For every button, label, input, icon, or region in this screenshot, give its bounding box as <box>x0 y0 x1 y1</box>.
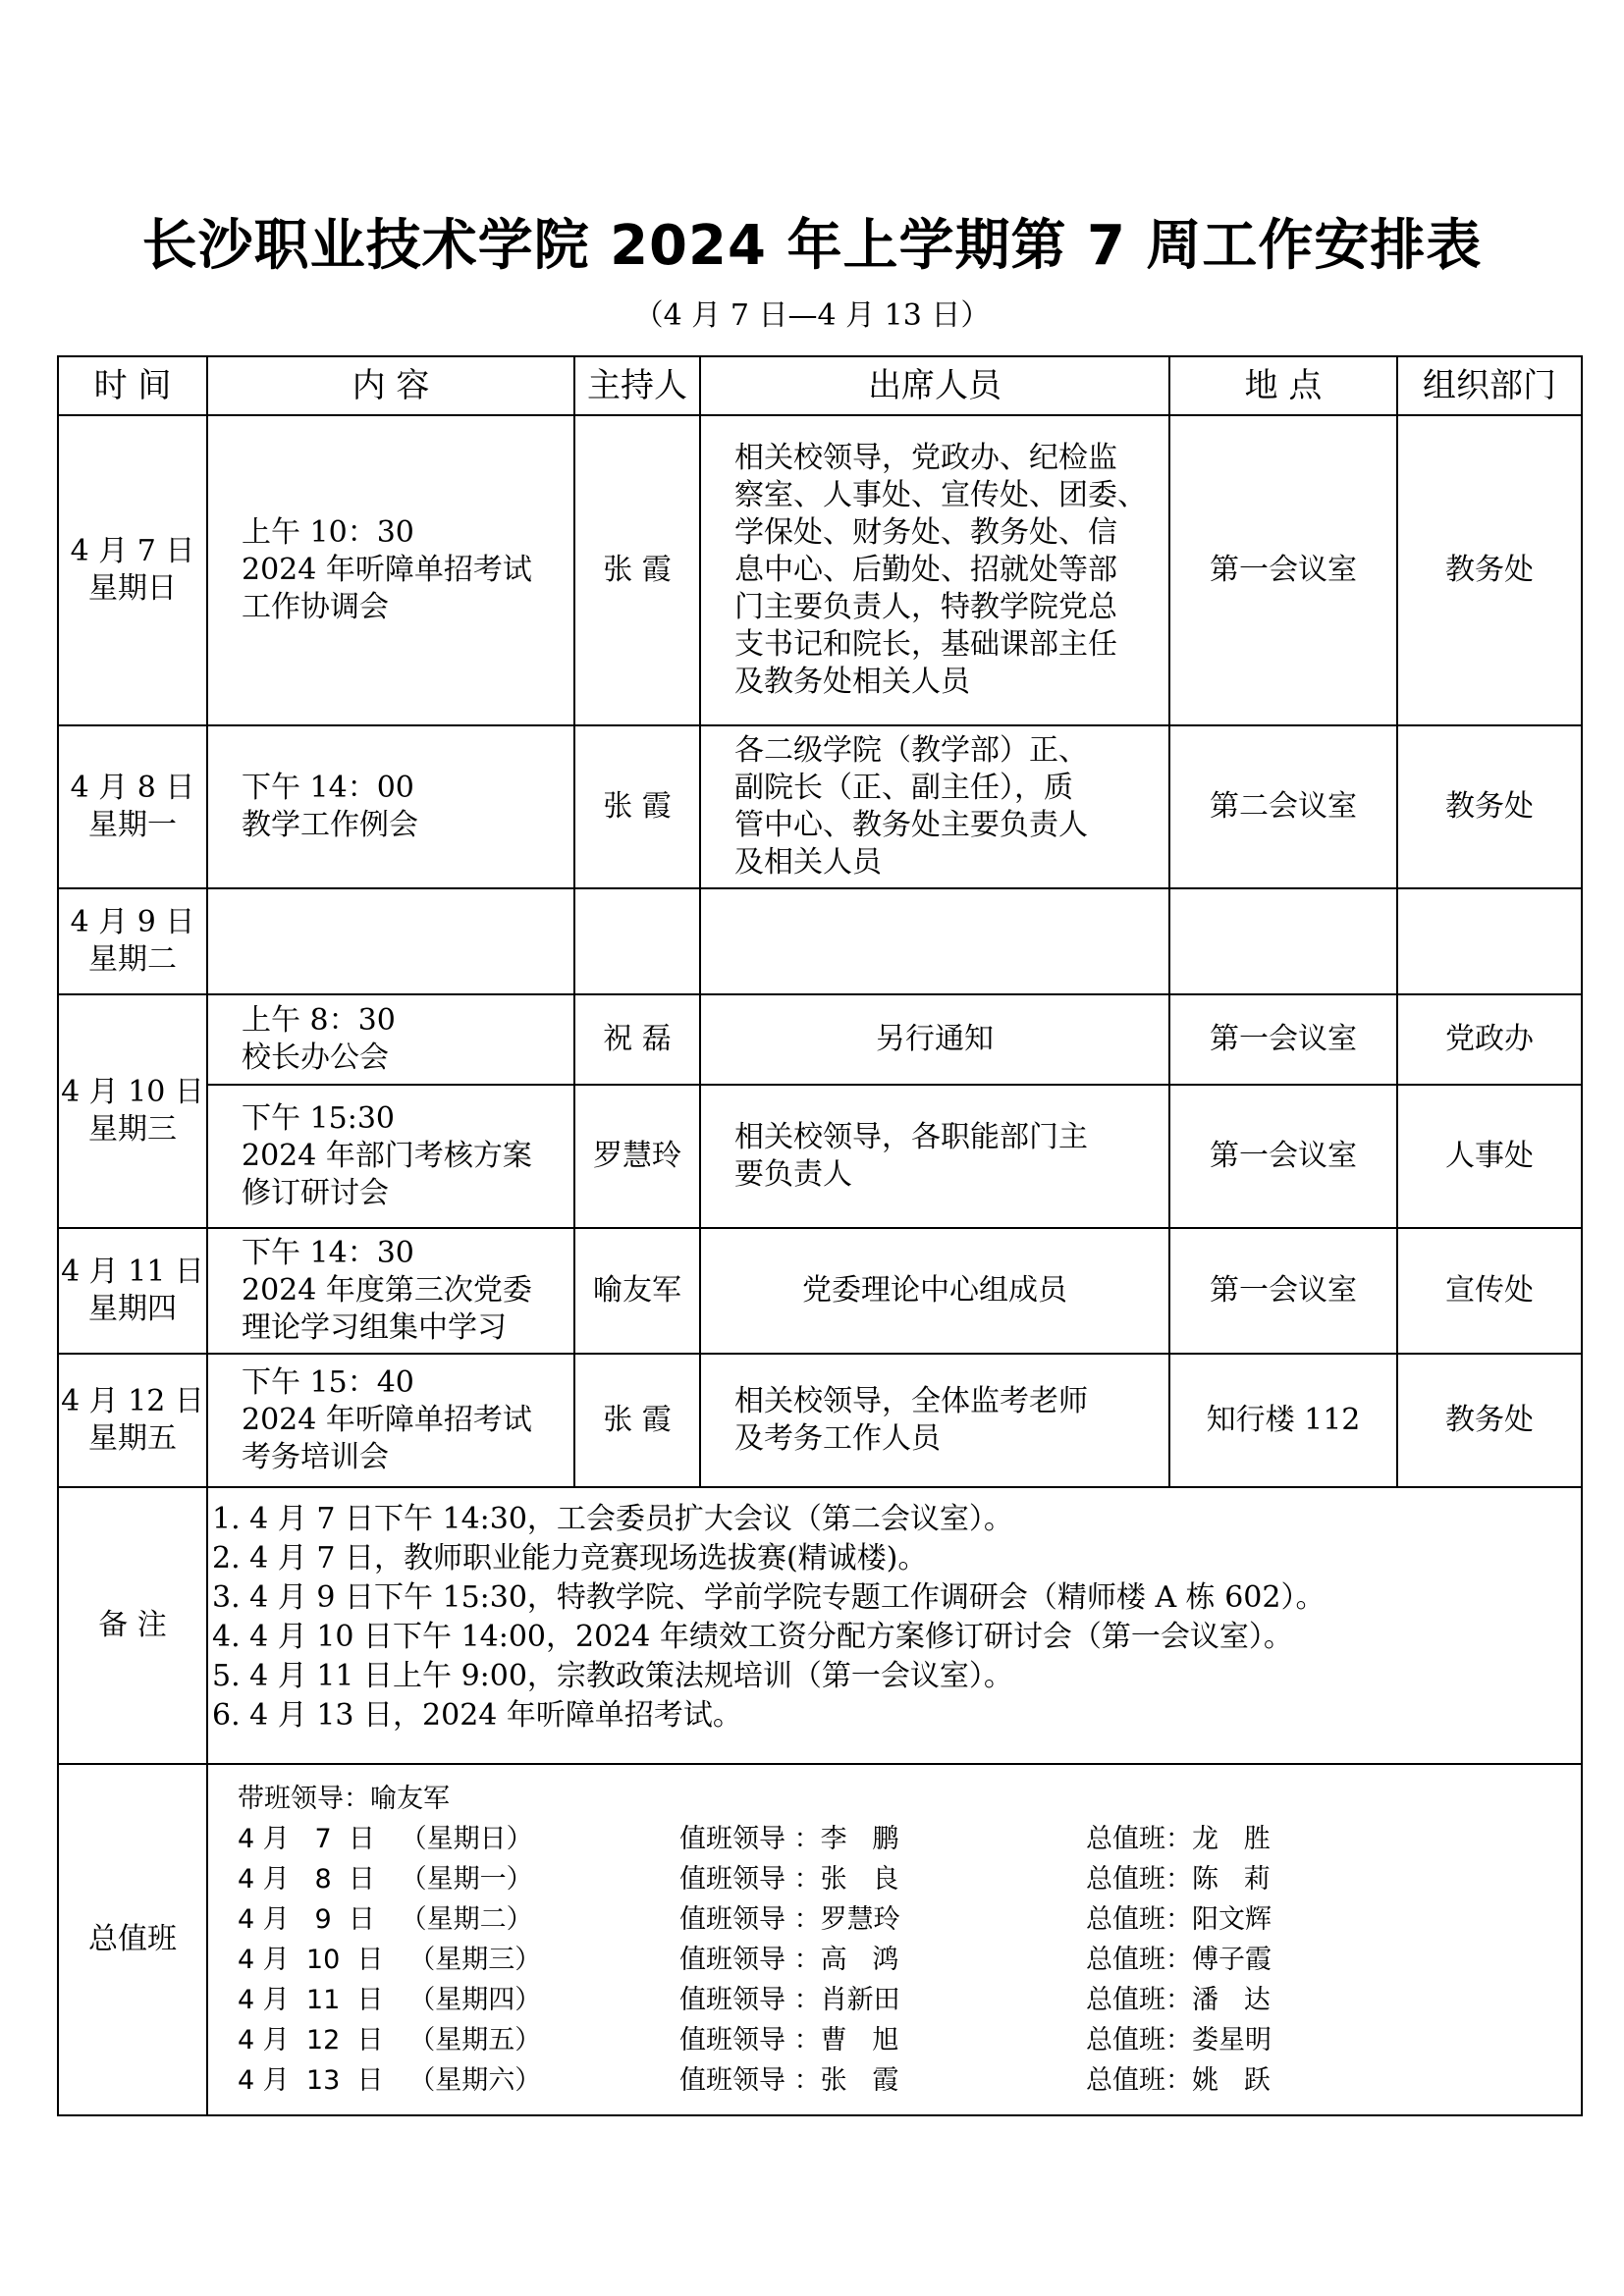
attendees-line: 相关校领导，各职能部门主 <box>734 1120 1088 1154</box>
attendees-cell <box>700 1354 1169 1487</box>
note-item: 3. 4 月 9 日下午 15:30，特教学院、学前学院专题工作调研会（精师楼 A 栋 602）。 <box>212 1580 1326 1615</box>
content-line: 2024 年听障单招考试 <box>242 1403 532 1437</box>
duty-leader: 值班领导 ：李 鹏 <box>679 1823 899 1854</box>
host-cell: 张 霞 <box>574 725 700 888</box>
attendees-cell <box>700 725 1169 888</box>
dept-cell: 人事处 <box>1397 1085 1582 1228</box>
content-cell <box>207 888 574 994</box>
weekday: 星期日 <box>88 571 177 606</box>
duty-leader: 值班领导 ：张 良 <box>679 1863 899 1895</box>
content-cell <box>207 415 574 725</box>
date-cell <box>58 415 207 725</box>
header-content: 内 容 <box>207 356 574 415</box>
host-cell: 张 霞 <box>574 1354 700 1487</box>
table-row <box>58 888 1582 994</box>
attendees-line: 相关校领导，全体监考老师 <box>734 1384 1088 1418</box>
duty-row <box>58 1764 1582 2115</box>
duty-chief: 总值班：傅子霞 <box>1086 1944 1272 1975</box>
duty-day: 4 月 11 日 （星期四） <box>238 1984 542 2015</box>
notes-label: 备 注 <box>58 1487 207 1764</box>
date-cell <box>58 1354 207 1487</box>
attendees-line: 察室、人事处、宣传处、团委、 <box>734 478 1147 512</box>
attendees-line: 相关校领导，党政办、纪检监 <box>734 441 1117 475</box>
dept-cell: 党政办 <box>1397 994 1582 1085</box>
attendees-cell <box>700 1085 1169 1228</box>
host-cell: 祝 磊 <box>574 994 700 1085</box>
table-header-row <box>58 356 1582 415</box>
content-line: 2024 年度第三次党委 <box>242 1273 532 1308</box>
host-cell: 喻友军 <box>574 1228 700 1354</box>
location-cell: 第二会议室 <box>1169 725 1397 888</box>
duty-day: 4 月 9 日 （星期二） <box>238 1903 533 1935</box>
duty-day: 4 月 12 日 （星期五） <box>238 2024 542 2056</box>
date: 4 月 11 日 <box>61 1255 204 1289</box>
attendees-cell: 另行通知 <box>700 994 1169 1085</box>
schedule-table <box>57 355 1583 2116</box>
content-line: 校长办公会 <box>242 1041 389 1075</box>
duty-entry <box>238 1980 1581 2020</box>
date-cell <box>58 994 207 1228</box>
content-line: 下午 14：00 <box>242 771 414 805</box>
duty-cell <box>207 1764 1582 2115</box>
content-line: 教学工作例会 <box>242 808 418 842</box>
duty-chief: 总值班：娄星明 <box>1086 2024 1272 2056</box>
date-range-subtitle: （4 月 7 日—4 月 13 日） <box>633 298 991 333</box>
weekday: 星期四 <box>88 1292 177 1326</box>
content-line: 2024 年听障单招考试 <box>242 553 532 587</box>
weekday: 星期二 <box>88 942 177 977</box>
header-dept: 组织部门 <box>1397 356 1582 415</box>
content-line: 考务培训会 <box>242 1440 389 1474</box>
duty-entry <box>238 1940 1581 1980</box>
attendees-line: 及相关人员 <box>734 845 882 880</box>
location-cell: 第一会议室 <box>1169 994 1397 1085</box>
content-cell <box>207 994 574 1085</box>
attendees-cell <box>700 888 1169 994</box>
duty-leader: 值班领导 ：曹 旭 <box>679 2024 899 2056</box>
dept-cell: 教务处 <box>1397 415 1582 725</box>
content-cell <box>207 1228 574 1354</box>
header-attendees: 出席人员 <box>700 356 1169 415</box>
content-line: 上午 8：30 <box>242 1003 396 1038</box>
dept-cell <box>1397 888 1582 994</box>
location-cell: 第一会议室 <box>1169 1228 1397 1354</box>
attendees-line: 管中心、教务处主要负责人 <box>734 808 1088 842</box>
date: 4 月 10 日 <box>61 1075 204 1109</box>
attendees-cell: 党委理论中心组成员 <box>700 1228 1169 1354</box>
weekday: 星期三 <box>88 1112 177 1147</box>
table-row <box>58 415 1582 725</box>
attendees-cell <box>700 415 1169 725</box>
header-time: 时 间 <box>58 356 207 415</box>
attendees-line: 及教务处相关人员 <box>734 665 970 699</box>
date: 4 月 7 日 <box>70 534 195 568</box>
host-cell <box>574 888 700 994</box>
duty-head: 带班领导：喻友军 <box>238 1783 450 1814</box>
duty-entry <box>238 1819 1581 1859</box>
content-line: 上午 10：30 <box>242 515 414 550</box>
content-line: 下午 14：30 <box>242 1236 414 1270</box>
duty-chief: 总值班：陈 莉 <box>1086 1863 1271 1895</box>
page-title: 长沙职业技术学院 2024 年上学期第 7 周工作安排表 <box>141 214 1483 278</box>
attendees-line: 支书记和院长，基础课部主任 <box>734 627 1117 662</box>
duty-day: 4 月 10 日 （星期三） <box>238 1944 542 1975</box>
dept-cell: 教务处 <box>1397 1354 1582 1487</box>
date-cell <box>58 888 207 994</box>
content-cell <box>207 1354 574 1487</box>
header-location: 地 点 <box>1169 356 1397 415</box>
location-cell: 知行楼 112 <box>1169 1354 1397 1487</box>
duty-label: 总值班 <box>58 1764 207 2115</box>
duty-day: 4 月 8 日 （星期一） <box>238 1863 533 1895</box>
duty-entry <box>238 1899 1581 1940</box>
host-cell: 罗慧玲 <box>574 1085 700 1228</box>
duty-entry <box>238 2020 1581 2060</box>
note-item: 5. 4 月 11 日上午 9:00，宗教政策法规培训（第一会议室）。 <box>212 1659 1013 1693</box>
duty-leader: 值班领导 ：张 霞 <box>679 2064 899 2096</box>
dept-cell: 教务处 <box>1397 725 1582 888</box>
notes-row <box>58 1487 1582 1764</box>
table-row <box>58 725 1582 888</box>
content-cell <box>207 1085 574 1228</box>
duty-entry <box>238 2060 1581 2101</box>
date-cell <box>58 725 207 888</box>
location-cell: 第一会议室 <box>1169 415 1397 725</box>
note-item: 4. 4 月 10 日下午 14:00，2024 年绩效工资分配方案修订研讨会（第一会议室）。 <box>212 1620 1293 1654</box>
table-row <box>58 994 1582 1085</box>
duty-chief: 总值班：阳文辉 <box>1086 1903 1272 1935</box>
attendees-line: 门主要负责人，特教学院党总 <box>734 590 1117 624</box>
header-host: 主持人 <box>574 356 700 415</box>
duty-chief: 总值班：姚 跃 <box>1086 2064 1271 2096</box>
attendees-line: 息中心、后勤处、招就处等部 <box>734 553 1117 587</box>
duty-day: 4 月 7 日 （星期日） <box>238 1823 533 1854</box>
date: 4 月 9 日 <box>70 905 195 939</box>
duty-leader: 值班领导 ：肖新田 <box>679 1984 900 2015</box>
content-line: 工作协调会 <box>242 590 389 624</box>
table-row <box>58 1085 1582 1228</box>
attendees-line: 副院长（正、副主任），质 <box>734 771 1073 805</box>
content-line: 下午 15:30 <box>242 1101 395 1136</box>
attendees-line: 及考务工作人员 <box>734 1421 941 1456</box>
location-cell <box>1169 888 1397 994</box>
duty-leader: 值班领导 ：罗慧玲 <box>679 1903 900 1935</box>
content-line: 理论学习组集中学习 <box>242 1310 507 1345</box>
date-cell <box>58 1228 207 1354</box>
table-row <box>58 1354 1582 1487</box>
date: 4 月 8 日 <box>70 771 195 805</box>
host-cell: 张 霞 <box>574 415 700 725</box>
notes-cell <box>207 1487 1582 1764</box>
note-item: 2. 4 月 7 日，教师职业能力竞赛现场选拔赛(精诚楼)。 <box>212 1541 928 1575</box>
table-row <box>58 1228 1582 1354</box>
content-cell <box>207 725 574 888</box>
attendees-line: 各二级学院（教学部）正、 <box>734 733 1088 768</box>
weekday: 星期一 <box>88 808 177 842</box>
dept-cell: 宣传处 <box>1397 1228 1582 1354</box>
duty-day: 4 月 13 日 （星期六） <box>238 2064 542 2096</box>
date: 4 月 12 日 <box>61 1384 204 1418</box>
note-item: 1. 4 月 7 日下午 14:30，工会委员扩大会议（第二会议室）。 <box>212 1502 1013 1536</box>
location-cell: 第一会议室 <box>1169 1085 1397 1228</box>
attendees-line: 要负责人 <box>734 1157 852 1192</box>
duty-chief: 总值班：龙 胜 <box>1086 1823 1271 1854</box>
content-line: 下午 15：40 <box>242 1365 414 1400</box>
weekday: 星期五 <box>88 1421 177 1456</box>
duty-entry <box>238 1859 1581 1899</box>
note-item: 6. 4 月 13 日，2024 年听障单招考试。 <box>212 1698 742 1733</box>
attendees-line: 学保处、财务处、教务处、信 <box>734 515 1117 550</box>
duty-leader: 值班领导 ：高 鸿 <box>679 1944 899 1975</box>
content-line: 修订研讨会 <box>242 1176 389 1210</box>
content-line: 2024 年部门考核方案 <box>242 1139 532 1173</box>
duty-chief: 总值班：潘 达 <box>1086 1984 1271 2015</box>
